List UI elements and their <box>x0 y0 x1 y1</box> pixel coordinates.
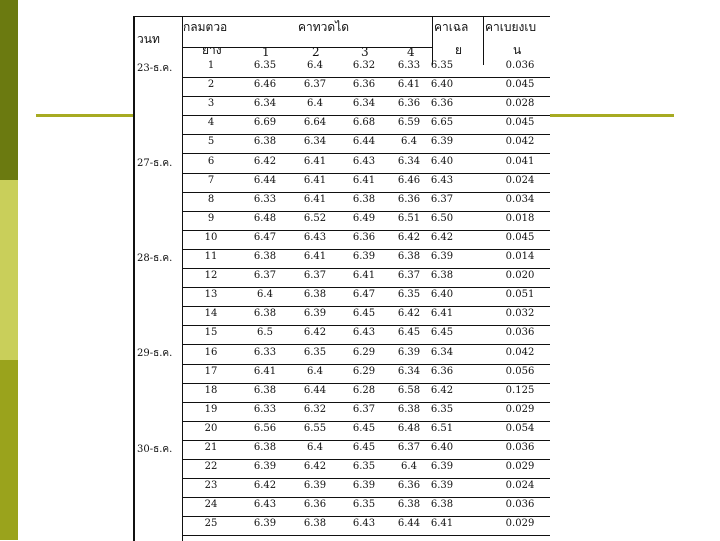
cell-sd: 0.018 <box>505 212 535 224</box>
cell-sd: 0.036 <box>505 60 535 71</box>
table-row-rule <box>183 211 550 212</box>
data-table <box>133 16 550 541</box>
cell-sample-no: 4 <box>207 117 215 129</box>
cell-mean: 6.43 <box>430 174 454 186</box>
header-m4: 4 <box>407 45 415 59</box>
cell-m4: 6.48 <box>397 422 421 434</box>
table-row-rule <box>183 497 550 498</box>
cell-sample-no: 21 <box>204 442 218 453</box>
cell-sd: 0.029 <box>505 461 535 473</box>
cell-mean: 6.38 <box>430 499 454 511</box>
table-row-rule <box>183 325 550 326</box>
cell-m1: 6.5 <box>257 327 273 339</box>
cell-m2: 6.37 <box>303 270 327 282</box>
header-mean-cont: ย <box>455 43 463 57</box>
table-row-rule <box>183 96 550 97</box>
table-row-rule <box>183 516 550 517</box>
cell-sd: 0.029 <box>505 518 535 530</box>
cell-sample-no: 10 <box>204 231 218 243</box>
cell-m2: 6.41 <box>303 251 327 262</box>
cell-mean: 6.35 <box>430 403 454 415</box>
cell-m3: 6.49 <box>352 212 376 224</box>
table-row-rule <box>183 364 550 365</box>
cell-m1: 6.46 <box>253 79 277 91</box>
cell-sd: 0.036 <box>505 442 535 453</box>
cell-sd: 0.024 <box>505 174 535 186</box>
cell-m2: 6.4 <box>307 365 323 377</box>
cell-sample-no: 25 <box>204 518 218 530</box>
cell-m3: 6.32 <box>352 60 376 71</box>
cell-sd: 0.041 <box>505 155 535 167</box>
cell-m3: 6.34 <box>352 98 376 110</box>
cell-m1: 6.38 <box>253 136 277 148</box>
cell-mean: 6.36 <box>430 98 454 110</box>
cell-sd: 0.045 <box>505 79 535 91</box>
cell-m2: 6.41 <box>303 155 327 167</box>
cell-m3: 6.36 <box>352 79 376 91</box>
cell-m3: 6.35 <box>352 499 376 511</box>
header-sample-cont: ยาง <box>202 43 222 57</box>
cell-m4: 6.59 <box>397 117 421 129</box>
cell-sample-no: 22 <box>204 461 218 473</box>
header-m3: 3 <box>361 45 369 59</box>
table-rule-mean <box>483 17 484 65</box>
cell-sd: 0.029 <box>505 403 535 415</box>
cell-m1: 6.42 <box>253 155 277 167</box>
date-label: 29-ธ.ค. <box>137 348 173 359</box>
cell-mean: 6.50 <box>430 212 454 224</box>
cell-sample-no: 18 <box>204 384 218 396</box>
cell-m4: 6.37 <box>397 442 421 453</box>
cell-sample-no: 11 <box>204 251 218 262</box>
cell-mean: 6.40 <box>430 289 454 301</box>
cell-mean: 6.36 <box>430 365 454 377</box>
table-row-rule <box>183 268 550 269</box>
cell-sample-no: 24 <box>204 499 218 511</box>
table-row-rule <box>183 77 550 78</box>
cell-m2: 6.64 <box>303 117 327 129</box>
cell-sample-no: 12 <box>204 270 218 282</box>
cell-m1: 6.43 <box>253 499 277 511</box>
cell-m3: 6.39 <box>352 251 376 262</box>
cell-sample-no: 2 <box>207 79 215 91</box>
cell-mean: 6.51 <box>430 422 454 434</box>
slide-divider-right <box>546 114 674 117</box>
header-m1: 1 <box>262 45 270 59</box>
table-row-rule <box>183 440 550 441</box>
cell-sample-no: 17 <box>204 365 218 377</box>
table-row-rule <box>183 383 550 384</box>
cell-m3: 6.36 <box>352 231 376 243</box>
cell-m1: 6.38 <box>253 251 277 262</box>
cell-m4: 6.4 <box>401 136 417 148</box>
cell-m3: 6.45 <box>352 308 376 320</box>
cell-m2: 6.4 <box>307 442 323 453</box>
cell-m4: 6.36 <box>397 480 421 492</box>
cell-m2: 6.41 <box>303 174 327 186</box>
cell-m2: 6.35 <box>303 346 327 358</box>
cell-m1: 6.39 <box>253 461 277 473</box>
cell-mean: 6.41 <box>430 308 454 320</box>
table-rule-measure <box>432 17 433 65</box>
cell-m2: 6.4 <box>307 60 323 71</box>
cell-m4: 6.34 <box>397 155 421 167</box>
cell-m1: 6.42 <box>253 480 277 492</box>
cell-mean: 6.40 <box>430 155 454 167</box>
cell-m4: 6.46 <box>397 174 421 186</box>
cell-m1: 6.44 <box>253 174 277 186</box>
cell-m2: 6.52 <box>303 212 327 224</box>
cell-sample-no: 9 <box>207 212 215 224</box>
table-row-rule <box>183 230 550 231</box>
table-row-rule <box>183 249 550 250</box>
header-mean: คาเฉล <box>434 20 469 34</box>
cell-sd: 0.036 <box>505 327 535 339</box>
cell-sample-no: 1 <box>207 60 215 71</box>
table-row-rule <box>183 478 550 479</box>
cell-m4: 6.44 <box>397 518 421 530</box>
header-date: วนท <box>137 32 160 46</box>
cell-m1: 6.33 <box>253 193 277 205</box>
cell-m1: 6.34 <box>253 98 277 110</box>
cell-m4: 6.42 <box>397 231 421 243</box>
cell-sd: 0.125 <box>505 384 535 396</box>
cell-m2: 6.42 <box>303 327 327 339</box>
cell-m3: 6.45 <box>352 422 376 434</box>
cell-mean: 6.37 <box>430 193 454 205</box>
cell-m4: 6.38 <box>397 251 421 262</box>
cell-m3: 6.39 <box>352 480 376 492</box>
cell-m3: 6.29 <box>352 365 376 377</box>
cell-sd: 0.024 <box>505 480 535 492</box>
cell-m2: 6.32 <box>303 403 327 415</box>
cell-m3: 6.68 <box>352 117 376 129</box>
cell-m4: 6.39 <box>397 346 421 358</box>
header-sample: กลมตวอ <box>183 20 228 34</box>
table-row-rule <box>183 153 550 154</box>
table-row-rule <box>183 115 550 116</box>
cell-m2: 6.42 <box>303 461 327 473</box>
table-row-rule <box>183 402 550 403</box>
cell-mean: 6.41 <box>430 518 454 530</box>
cell-sample-no: 7 <box>207 174 215 186</box>
cell-sample-no: 3 <box>207 98 215 110</box>
cell-m2: 6.38 <box>303 518 327 530</box>
slide-accent-bar-middle <box>0 180 18 360</box>
cell-sample-no: 13 <box>204 289 218 301</box>
table-row-rule <box>183 173 550 174</box>
cell-m1: 6.41 <box>253 365 277 377</box>
slide-accent-bar-top <box>0 0 18 180</box>
cell-m1: 6.38 <box>253 384 277 396</box>
date-label: 23-ธ.ค. <box>137 63 173 74</box>
table-row-rule <box>183 287 550 288</box>
cell-m3: 6.43 <box>352 518 376 530</box>
cell-m3: 6.43 <box>352 155 376 167</box>
cell-m3: 6.29 <box>352 346 376 358</box>
cell-mean: 6.42 <box>430 231 454 243</box>
cell-m1: 6.38 <box>253 442 277 453</box>
header-sd-cont: น <box>513 43 522 57</box>
cell-m1: 6.38 <box>253 308 277 320</box>
cell-m3: 6.47 <box>352 289 376 301</box>
cell-mean: 6.38 <box>430 270 454 282</box>
cell-sample-no: 6 <box>207 155 215 167</box>
cell-sd: 0.014 <box>505 251 535 262</box>
cell-m2: 6.39 <box>303 308 327 320</box>
cell-mean: 6.40 <box>430 79 454 91</box>
cell-m3: 6.44 <box>352 136 376 148</box>
cell-m1: 6.33 <box>253 403 277 415</box>
cell-m2: 6.37 <box>303 79 327 91</box>
cell-sd: 0.045 <box>505 117 535 129</box>
cell-m3: 6.38 <box>352 193 376 205</box>
cell-mean: 6.65 <box>430 117 454 129</box>
cell-m3: 6.37 <box>352 403 376 415</box>
cell-mean: 6.35 <box>430 60 454 71</box>
table-row-rule <box>183 459 550 460</box>
cell-mean: 6.39 <box>430 251 454 262</box>
cell-sd: 0.054 <box>505 422 535 434</box>
cell-m4: 6.35 <box>397 289 421 301</box>
cell-m3: 6.43 <box>352 327 376 339</box>
cell-m2: 6.34 <box>303 136 327 148</box>
cell-m4: 6.33 <box>397 60 421 71</box>
cell-sample-no: 15 <box>204 327 218 339</box>
cell-m1: 6.56 <box>253 422 277 434</box>
cell-m1: 6.35 <box>253 60 277 71</box>
cell-m3: 6.35 <box>352 461 376 473</box>
cell-m1: 6.69 <box>253 117 277 129</box>
cell-sd: 0.051 <box>505 289 535 301</box>
cell-m2: 6.38 <box>303 289 327 301</box>
cell-m2: 6.4 <box>307 98 323 110</box>
cell-mean: 6.45 <box>430 327 454 339</box>
cell-m4: 6.36 <box>397 193 421 205</box>
cell-m2: 6.36 <box>303 499 327 511</box>
cell-m1: 6.48 <box>253 212 277 224</box>
cell-m1: 6.4 <box>257 289 273 301</box>
cell-m4: 6.38 <box>397 403 421 415</box>
header-sd: คาเบยงเบ <box>485 20 537 34</box>
cell-m4: 6.38 <box>397 499 421 511</box>
table-row-rule <box>183 306 550 307</box>
table-row-rule <box>183 192 550 193</box>
cell-sample-no: 23 <box>204 480 218 492</box>
cell-sample-no: 20 <box>204 422 218 434</box>
cell-m3: 6.41 <box>352 174 376 186</box>
cell-mean: 6.34 <box>430 346 454 358</box>
cell-mean: 6.39 <box>430 480 454 492</box>
cell-m4: 6.34 <box>397 365 421 377</box>
cell-m2: 6.41 <box>303 193 327 205</box>
cell-sd: 0.036 <box>505 499 535 511</box>
cell-sample-no: 16 <box>204 346 218 358</box>
cell-sd: 0.042 <box>505 346 535 358</box>
date-label: 30-ธ.ค. <box>137 444 173 455</box>
cell-m4: 6.58 <box>397 384 421 396</box>
cell-m1: 6.33 <box>253 346 277 358</box>
cell-sd: 0.028 <box>505 98 535 110</box>
cell-m2: 6.39 <box>303 480 327 492</box>
table-row-rule <box>183 134 550 135</box>
cell-m3: 6.45 <box>352 442 376 453</box>
cell-m4: 6.42 <box>397 308 421 320</box>
cell-m4: 6.45 <box>397 327 421 339</box>
table-row-rule <box>183 344 550 345</box>
cell-mean: 6.40 <box>430 442 454 453</box>
cell-mean: 6.42 <box>430 384 454 396</box>
cell-sample-no: 8 <box>207 193 215 205</box>
date-label: 28-ธ.ค. <box>137 253 173 264</box>
cell-m4: 6.41 <box>397 79 421 91</box>
cell-m2: 6.43 <box>303 231 327 243</box>
cell-sd: 0.045 <box>505 231 535 243</box>
cell-sample-no: 14 <box>204 308 218 320</box>
cell-m2: 6.44 <box>303 384 327 396</box>
cell-m1: 6.39 <box>253 518 277 530</box>
table-row-rule <box>183 535 550 536</box>
cell-sample-no: 19 <box>204 403 218 415</box>
cell-sd: 0.032 <box>505 308 535 320</box>
cell-m1: 6.47 <box>253 231 277 243</box>
cell-m4: 6.51 <box>397 212 421 224</box>
cell-m4: 6.36 <box>397 98 421 110</box>
cell-m1: 6.37 <box>253 270 277 282</box>
cell-sd: 0.034 <box>505 193 535 205</box>
cell-mean: 6.39 <box>430 461 454 473</box>
slide-divider-left <box>36 114 134 117</box>
cell-sd: 0.056 <box>505 365 535 377</box>
cell-m4: 6.37 <box>397 270 421 282</box>
cell-mean: 6.39 <box>430 136 454 148</box>
slide-accent-bar-bottom <box>0 360 18 540</box>
date-label: 27-ธ.ค. <box>137 158 173 169</box>
header-measured: คาทวดได <box>298 20 350 34</box>
cell-m4: 6.4 <box>401 461 417 473</box>
cell-sample-no: 5 <box>207 136 215 148</box>
header-m2: 2 <box>312 45 320 59</box>
cell-sd: 0.020 <box>505 270 535 282</box>
cell-sd: 0.042 <box>505 136 535 148</box>
table-row-rule <box>183 421 550 422</box>
cell-m2: 6.55 <box>303 422 327 434</box>
cell-m3: 6.28 <box>352 384 376 396</box>
cell-m3: 6.41 <box>352 270 376 282</box>
